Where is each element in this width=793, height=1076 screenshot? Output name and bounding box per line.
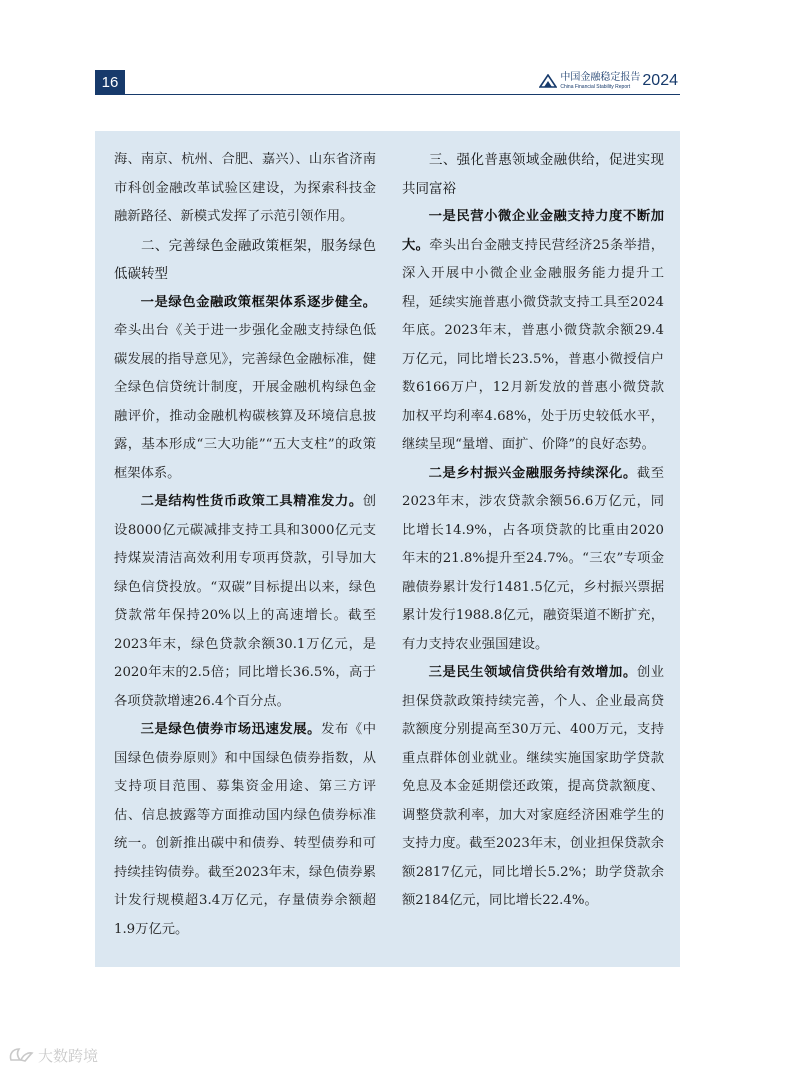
paragraph-body: 发布《中国绿色债券原则》和中国绿色债券指数，从支持项目范围、募集资金用途、第三方评估、信息披露等方面推动国内绿色债券标准统一。创新推出碳中和债券、转型债券和可持续挂钩债券。截至2023年末，绿色债券累计发行规模超3.4万亿元，存量债券余额超1.9万亿元。 (114, 722, 377, 937)
paragraph-livelihood-credit (402, 659, 664, 916)
watermark (8, 1044, 98, 1066)
paragraph-lead: 二是结构性货币政策工具精准发力。 (140, 494, 363, 509)
right-column (402, 146, 664, 916)
pboc-emblem-icon (539, 74, 557, 88)
continuation-paragraph: 海、南京、杭州、合肥、嘉兴）、山东省济南市科创金融改革试验区建设，为探索科技金融新路径、新模式发挥了示范引领作用。 (114, 152, 376, 224)
paragraph-private-smes (402, 203, 664, 460)
report-year: 2024 (642, 72, 678, 89)
watermark-text: 大数跨境 (38, 1046, 99, 1065)
paragraph-monetary-tools (114, 488, 376, 716)
paragraph-green-bonds (114, 716, 376, 944)
section-heading-green-finance: 二、完善绿色金融政策框架，服务绿色低碳转型 (114, 237, 376, 282)
section-heading-inclusive-finance: 三、强化普惠领域金融供给，促进实现共同富裕 (402, 152, 664, 197)
paragraph-lead: 三是民生领域信贷供给有效增加。 (428, 665, 637, 680)
paragraph-body: 截至2023年末，涉农贷款余额56.6万亿元，同比增长14.9%，占各项贷款的比重由2020年末的21.8%提升至24.7%。“三农”专项金融债券累计发行1481.5亿元，乡村振兴票据累计发行1988.8亿元，融资渠道不断扩充，有力支持农业强国建设。 (402, 465, 665, 652)
page-number: 16 (95, 70, 125, 95)
report-title-cn: 中国金融稳定报告 (560, 71, 641, 83)
watermark-logo-icon (8, 1046, 34, 1064)
paragraph-lead: 一是民营小微企业金融支持力度不断加大。 (402, 209, 664, 253)
report-title-en: China Financial Stability Report (560, 83, 631, 90)
paragraph-body: 牵头出台《关于进一步强化金融支持绿色低碳发展的指导意见》，完善绿色金融标准，健全绿色信贷统计制度，开展金融机构绿色金融评价，推动金融机构碳核算及环境信息披露，基本形成“三大功能”“五大支柱”的政策框架体系。 (114, 323, 376, 481)
paragraph-rural-revitalization (402, 460, 664, 660)
paragraph-green-policy (114, 289, 376, 489)
header-rule (125, 94, 680, 95)
paragraph-lead: 二是乡村振兴金融服务持续深化。 (428, 465, 637, 481)
paragraph-body: 牵头出台金融支持民营经济25条举措，深入开展中小微企业金融服务能力提升工程，延续实施普惠小微贷款支持工具至2024年底。2023年末，普惠小微贷款余额29.4万亿元，同比增长23.5%，普惠小微授信户数6166万户，12月新发放的普惠小微贷款加权平均利率4.68%，处于历史较低水平，继续呈现“量增、面扩、价降”的良好态势。 (402, 237, 665, 452)
left-column (114, 146, 376, 944)
paragraph-body: 创设8000亿元碳减排支持工具和3000亿元支持煤炭清洁高效利用专项再贷款，引导加大绿色信贷投放。“双碳”目标提出以来，绿色贷款常年保持20%以上的高速增长。截至2023年末，绿色贷款余额30.1万亿元，是2020年末的2.5倍；同比增长36.5%，高于各项贷款增速26.4个百分点。 (114, 494, 376, 709)
paragraph-lead: 三是绿色债券市场迅速发展。 (140, 722, 322, 737)
paragraph-lead: 一是绿色金融政策框架体系逐步健全。 (140, 294, 376, 310)
report-logo (539, 70, 678, 92)
paragraph-body: 创业担保贷款政策持续完善，个人、企业最高贷款额度分别提高至30万元、400万元，支持重点群体创业就业。继续实施国家助学贷款免息及本金延期偿还政策，提高贷款额度、调整贷款利率，加大对家庭经济困难学生的支持力度。截至2023年末，创业担保贷款余额2817亿元，同比增长5.2%；助学贷款余额2184亿元，同比增长22.4%。 (402, 665, 665, 908)
